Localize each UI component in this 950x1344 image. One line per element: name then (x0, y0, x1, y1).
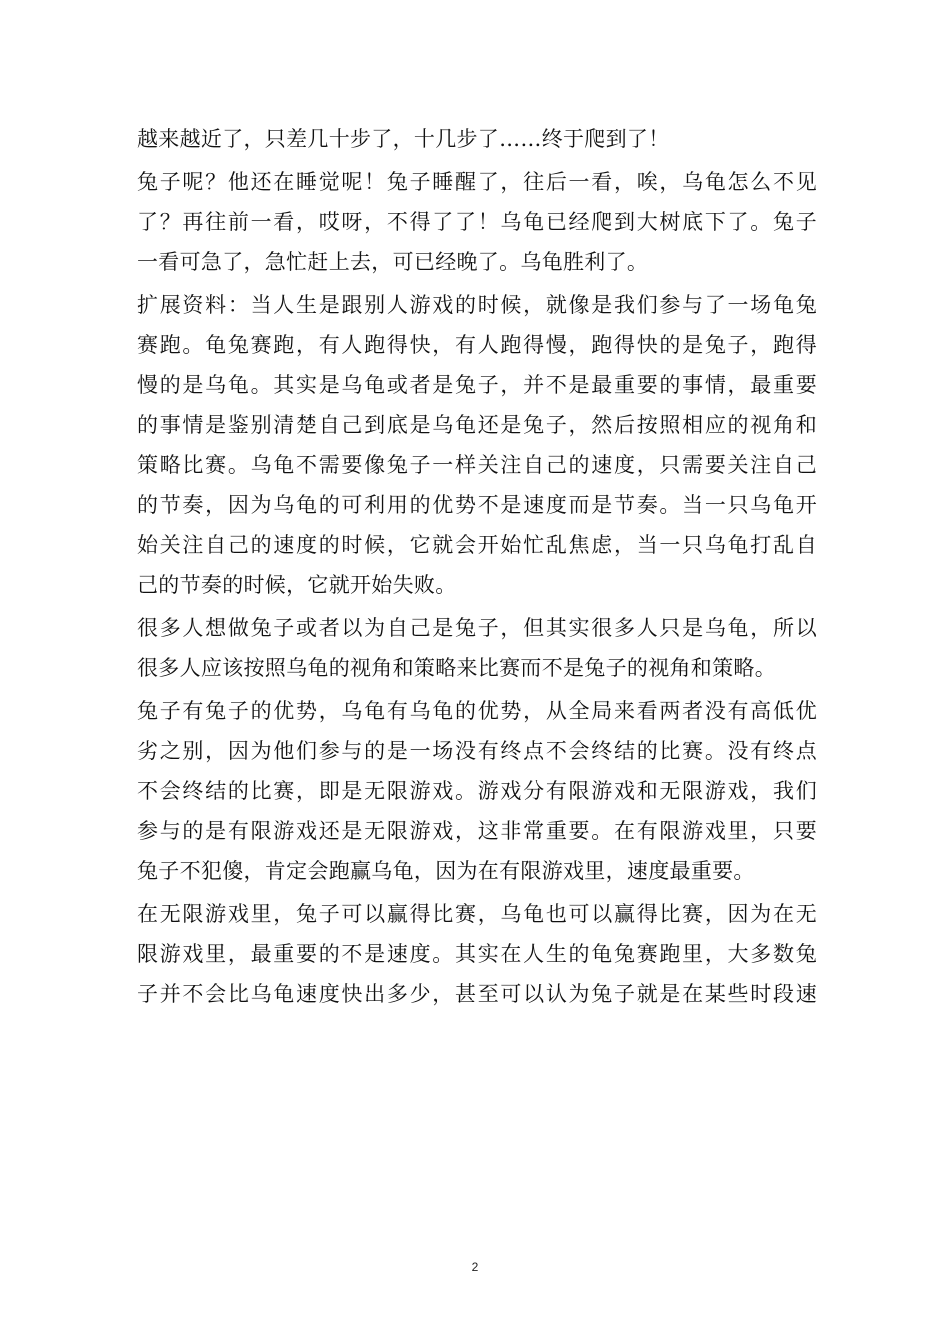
text-line: 很多人想做兔子或者以为自己是兔子，但其实很多人只是乌龟，所以 (137, 616, 817, 640)
text-line: 兔子呢？他还在睡觉呢！兔子睡醒了，往后一看，唉，乌龟怎么不见 (137, 170, 817, 194)
body-text (137, 119, 817, 1014)
text-line: 子并不会比乌龟速度快出多少，甚至可以认为兔子就是在某些时段速 (137, 982, 817, 1006)
text-line: 兔子不犯傻，肯定会跑赢乌龟，因为在有限游戏里，速度最重要。 (137, 859, 755, 883)
text-line: 赛跑。龟兔赛跑，有人跑得快，有人跑得慢，跑得快的是兔子，跑得 (137, 333, 817, 357)
paragraph-rabbit-wakes (137, 162, 817, 282)
text-line: 始关注自己的速度的时候，它就会开始忙乱焦虑，当一只乌龟打乱自 (137, 533, 817, 557)
text-line: 扩展资料：当人生是跟别人游戏的时候，就像是我们参与了一场龟兔 (137, 293, 817, 317)
text-line: 的节奏，因为乌龟的可利用的优势不是速度而是节奏。当一只乌龟开 (137, 493, 817, 517)
text-line: 在无限游戏里，兔子可以赢得比赛，乌龟也可以赢得比赛，因为在无 (137, 902, 817, 926)
text-line: 兔子有兔子的优势，乌龟有乌龟的优势，从全局来看两者没有高低优 (137, 699, 817, 723)
paragraph-infinite-game (137, 691, 817, 891)
paragraph-finish (137, 119, 817, 159)
paragraph-many-people (137, 608, 817, 688)
text-line: 的事情是鉴别清楚自己到底是乌龟还是兔子，然后按照相应的视角和 (137, 413, 817, 437)
text-line: 越来越近了，只差几十步了，十几步了……终于爬到了！ (137, 127, 670, 151)
text-line: 劣之别，因为他们参与的是一场没有终点不会终结的比赛。没有终点 (137, 739, 817, 763)
text-line: 不会终结的比赛，即是无限游戏。游戏分有限游戏和无限游戏，我们 (137, 779, 817, 803)
page-number: 2 (471, 1260, 479, 1274)
text-line: 参与的是有限游戏还是无限游戏，这非常重要。在有限游戏里，只要 (137, 819, 817, 843)
paragraph-extended-material (137, 285, 817, 605)
text-line: 策略比赛。乌龟不需要像兔子一样关注自己的速度，只需要关注自己 (137, 453, 817, 477)
text-line: 一看可急了，急忙赶上去，可已经晚了。乌龟胜利了。 (137, 250, 649, 274)
text-line: 慢的是乌龟。其实是乌龟或者是兔子，并不是最重要的事情，最重要 (137, 373, 817, 397)
text-line: 限游戏里，最重要的不是速度。其实在人生的龟兔赛跑里，大多数兔 (137, 942, 817, 966)
text-line: 己的节奏的时候，它就开始失败。 (137, 573, 457, 597)
paragraph-speed-not-key (137, 894, 817, 1014)
text-line: 很多人应该按照乌龟的视角和策略来比赛而不是兔子的视角和策略。 (137, 656, 776, 680)
text-line: 了？再往前一看，哎呀，不得了了！乌龟已经爬到大树底下了。兔子 (137, 210, 817, 234)
